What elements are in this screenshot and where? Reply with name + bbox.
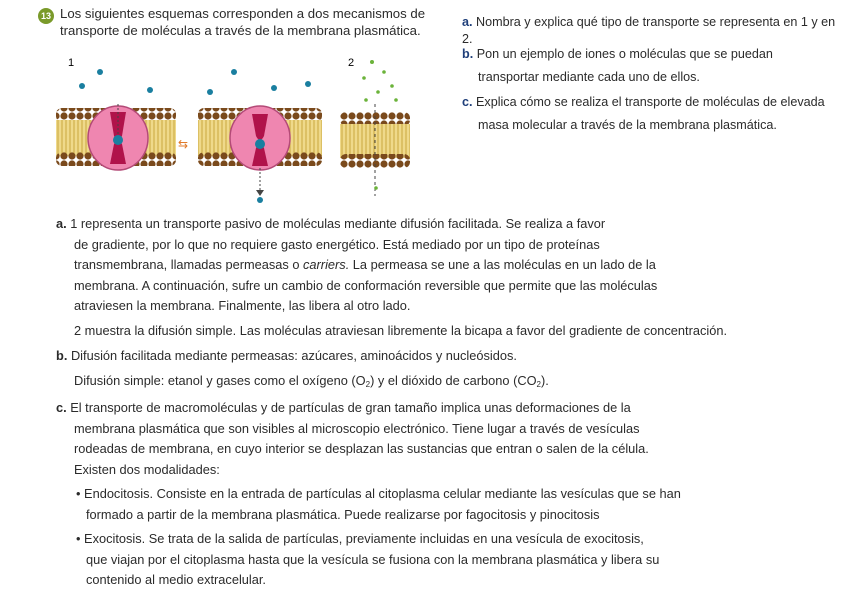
item-text: masa molecular a través de la membrana plasmática. [478, 118, 777, 132]
subscript: 2 [365, 379, 371, 389]
answer-text: Existen dos modalidades: [74, 461, 220, 477]
answer-label: b. [56, 348, 68, 363]
answer-text: membrana plasmática que son visibles al microscopio electrónico. Tiene lugar a través de vesículas [74, 420, 640, 436]
item-label: b. [462, 47, 474, 61]
answer-text: Difusión facilitada mediante permeasas: azúcares, aminoácidos y nucleósidos. [70, 348, 517, 363]
answer-text-line [56, 255, 846, 276]
answer-text: de gradiente, por lo que no requiere gasto energético. Está mediado por un tipo de proteínas [74, 236, 600, 252]
intro-line: Los siguientes esquemas corresponden a dos mecanismos de [60, 6, 426, 21]
bullet-text: contenido al medio extracelular. [86, 572, 266, 587]
question-item-a [462, 14, 846, 48]
answer-label: c. [56, 400, 67, 415]
membrane-transport-diagram [52, 48, 436, 208]
answer-text: transmembrana, llamadas permeasas o [74, 257, 304, 272]
answer-text: 1 representa un transporte pasivo de moléculas mediante difusión facilitada. Se realiza a favor [70, 216, 606, 231]
answer-text-line [56, 371, 846, 396]
answer-text: La permeasa se une a las moléculas en un lado de la [349, 257, 656, 272]
carrier-protein-left [88, 106, 148, 170]
bullet-text: Exocitosis. Se trata de la salida de partículas, previamente incluidas en una vesícula de exocitosis, [84, 531, 644, 546]
item-text: Pon un ejemplo de iones o moléculas que se puedan [476, 47, 773, 61]
diagram-label-2: 2 [348, 57, 355, 69]
bullet-endocitosis: • Endocitosis. Consiste en la entrada de partículas al citoplasma celular mediante las vesículas que se han formado a partir de la membrana plasmática. Puede realizarse por fagocitosis y pinocitosis [56, 484, 846, 525]
answer-a [56, 214, 846, 341]
answer-c [56, 398, 846, 591]
answer-text: Difusión simple: etanol y gases como el oxígeno (O [74, 372, 366, 388]
answer-text: atraviesen la membrana. Finalmente, las libera al otro lado. [74, 298, 411, 313]
answer-b [56, 346, 846, 395]
item-label: a. [462, 15, 473, 29]
question-item-c [462, 94, 846, 134]
answer-text: ). [541, 372, 549, 388]
conformation-arrows-icon: ⇆ [178, 137, 189, 151]
answer-text: El transporte de macromoléculas y de partículas de gran tamaño implica unas deformaciones de la [70, 400, 631, 415]
bullet-text: Endocitosis. Consiste en la entrada de partículas al citoplasma celular mediante las vesículas que se han [84, 486, 681, 501]
item-text: Explica cómo se realiza el transporte de moléculas de elevada [476, 95, 825, 109]
item-label: c. [462, 95, 473, 109]
answer-text-emphasis: carriers. [303, 257, 350, 272]
question-number-badge: 13 [38, 8, 54, 24]
question-item-b [462, 46, 846, 86]
arrow-head-down [256, 190, 264, 196]
question-intro [60, 5, 425, 39]
answer-label: a. [56, 216, 67, 231]
answer-text: ) y el dióxido de carbono (CO [370, 372, 537, 388]
answer-text: membrana. A continuación, sufre un cambio de conformación reversible que permite que las moléculas [74, 277, 658, 293]
bullet-text: que viajan por el citoplasma hasta que la vesícula se fusiona con la membrana plasmática y libera su [86, 551, 660, 567]
answer-text: 2 muestra la difusión simple. Las moléculas atraviesan libremente la bicapa a favor del gradiente de concentración. [74, 322, 728, 338]
subscript: 2 [536, 379, 541, 389]
answer-text: rodeadas de membrana, en cuyo interior se desplazan las sustancias que entran o salen de la célula. [74, 441, 649, 456]
bullet-exocitosis: • Exocitosis. Se trata de la salida de partículas, previamente incluidas en una vesícula de exocitosis, que viajan por el citoplasma hasta que la vesícula se fusiona con la membrana plasmática y libera su contenido al medio extracelular. [56, 529, 846, 591]
carrier-protein-middle [230, 106, 290, 170]
intro-line: transporte de moléculas a través de la membrana plasmática. [60, 23, 421, 38]
bullet-text: formado a partir de la membrana plasmática. Puede realizarse por fagocitosis y pinocitosis [86, 506, 600, 522]
diagram-label-1: 1 [68, 57, 75, 69]
item-text: Nombra y explica qué tipo de transporte se representa en 1 y en 2. [462, 15, 836, 46]
item-text: transportar mediante cada uno de ellos. [478, 70, 700, 84]
